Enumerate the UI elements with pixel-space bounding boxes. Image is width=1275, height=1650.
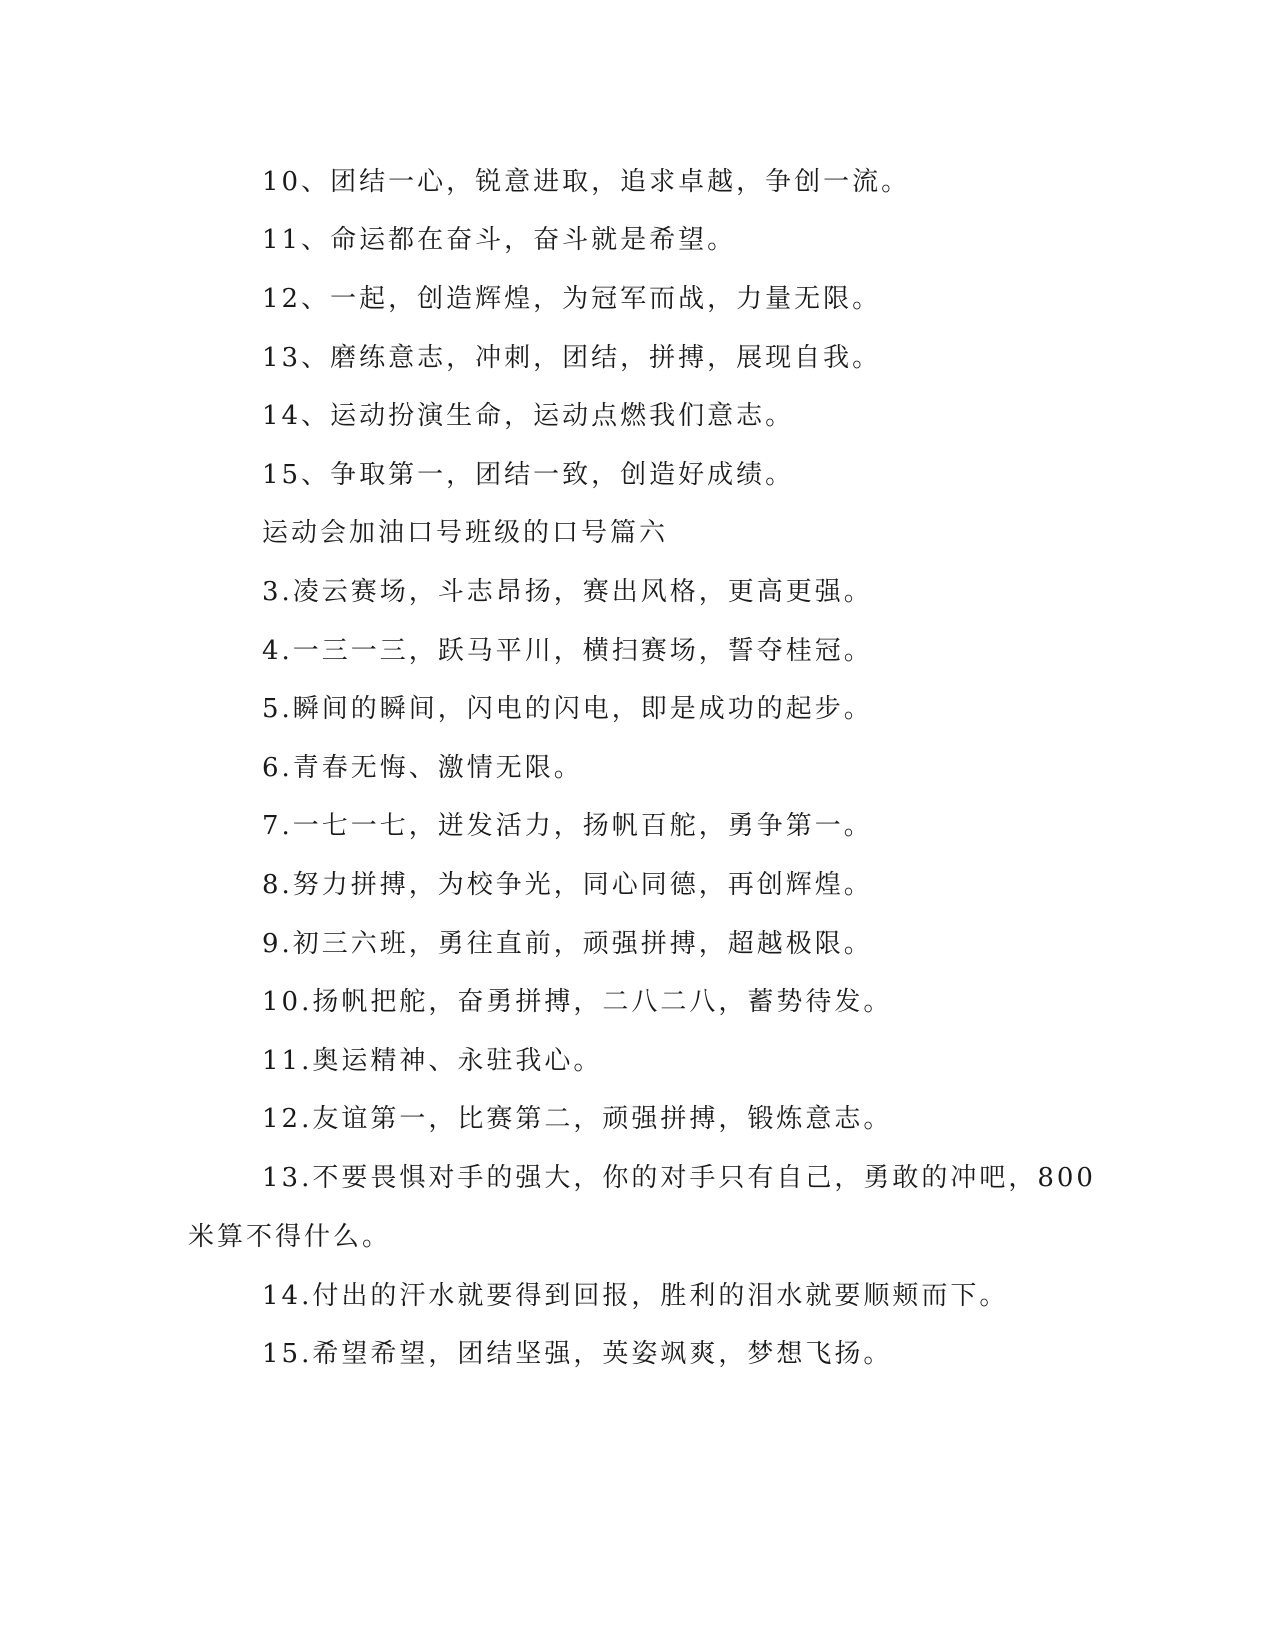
slogan-line: 11、命运都在奋斗，奋斗就是希望。 — [262, 225, 737, 255]
slogan-line: 14.付出的汗水就要得到回报，胜利的泪水就要顺颊而下。 — [262, 1281, 1009, 1311]
slogan-line: 7.一七一七，迸发活力，扬帆百舵，勇争第一。 — [262, 811, 873, 841]
slogan-line: 12、一起，创造辉煌，为冠军而战，力量无限。 — [262, 284, 882, 314]
slogan-line: 3.凌云赛场，斗志昂扬，赛出风格，更高更强。 — [262, 577, 873, 607]
section-heading: 运动会加油口号班级的口号篇六 — [262, 518, 669, 548]
slogan-line: 10、团结一心，锐意进取，追求卓越，争创一流。 — [262, 167, 911, 197]
slogan-line: 15.希望希望，团结坚强，英姿飒爽，梦想飞扬。 — [262, 1339, 893, 1369]
slogan-line: 5.瞬间的瞬间，闪电的闪电，即是成功的起步。 — [262, 694, 873, 724]
slogan-line: 12.友谊第一，比赛第二，顽强拼搏，锻炼意志。 — [262, 1104, 893, 1134]
slogan-line: 15、争取第一，团结一致，创造好成绩。 — [262, 460, 795, 490]
slogan-line-continued: 米算不得什么。 — [188, 1222, 392, 1252]
slogan-line: 9.初三六班，勇往直前，顽强拼搏，超越极限。 — [262, 929, 873, 959]
slogan-line: 10.扬帆把舵，奋勇拼搏，二八二八，蓄势待发。 — [262, 987, 893, 1017]
slogan-line: 11.奥运精神、永驻我心。 — [262, 1046, 603, 1076]
slogan-line: 13、磨练意志，冲刺，团结，拼搏，展现自我。 — [262, 343, 882, 373]
slogan-line: 6.青春无悔、激情无限。 — [262, 753, 583, 783]
slogan-line: 14、运动扮演生命，运动点燃我们意志。 — [262, 401, 795, 431]
slogan-line: 13.不要畏惧对手的强大，你的对手只有自己，勇敢的冲吧，800 — [262, 1163, 1096, 1193]
slogan-line: 4.一三一三，跃马平川，横扫赛场，誓夺桂冠。 — [262, 636, 873, 666]
slogan-line: 8.努力拼搏，为校争光，同心同德，再创辉煌。 — [262, 870, 873, 900]
